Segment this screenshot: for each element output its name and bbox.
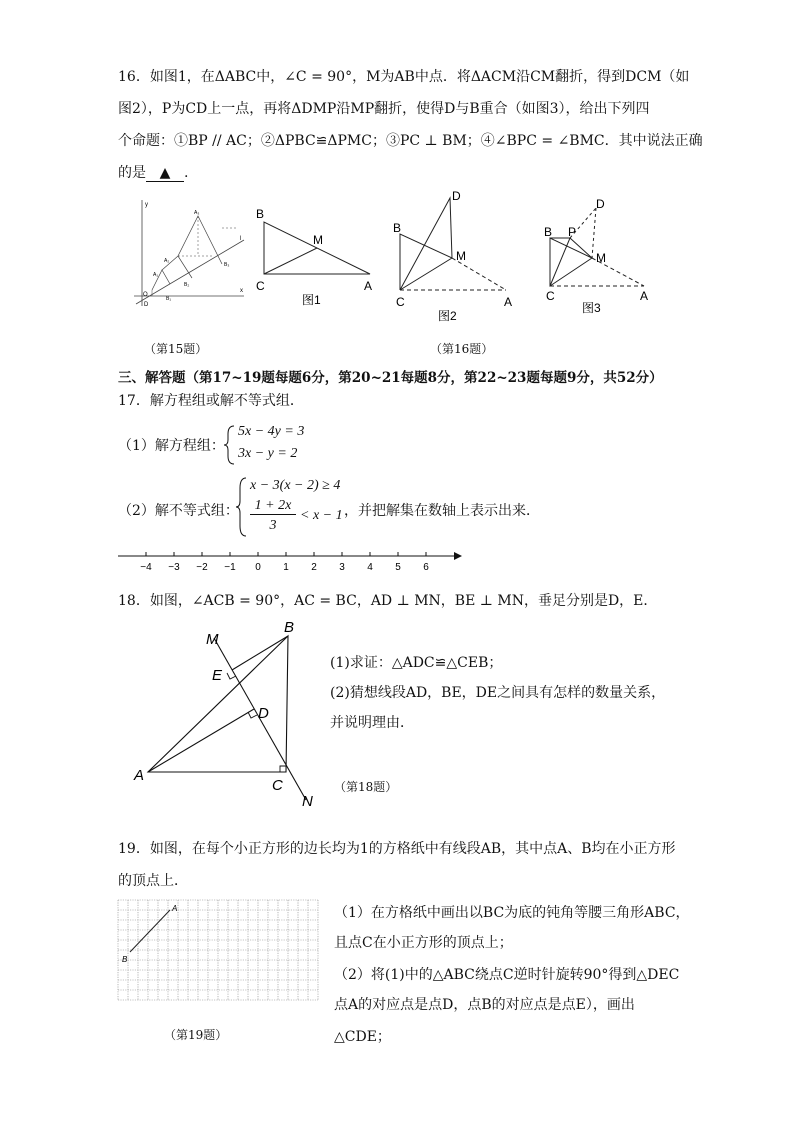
number-line-tick-label: −2 [196, 562, 208, 572]
fig16-1-label-a: A [364, 279, 373, 293]
fig15-label-b3: B₃ [224, 262, 230, 268]
fig16-3-label-p: P [568, 225, 577, 239]
q17-part2-ineq1: x − 3(x − 2) ≥ 4 [250, 478, 341, 493]
fig18-label-c: C [272, 777, 283, 794]
fig18-right-angle-d [248, 712, 257, 718]
q16-line3: 个命题：①BP // AC；②ΔPBC≌ΔPMC；③PC ⊥ BM；④∠BPC = ∠BMC．其中说法正确 [118, 133, 703, 149]
q19-part1b: 且点C在小正方形的顶点上； [334, 935, 513, 951]
number-line-tick-label: −4 [140, 562, 152, 572]
q17-part2-frac-num: 1 + 2x [250, 498, 296, 515]
q17-part2-label: （2）解不等式组： [118, 503, 239, 519]
fig18-label-b: B [284, 619, 295, 636]
q19-part2a: （2）将(1)中的△ABC绕点C逆时针旋转90°得到△DEC [334, 967, 680, 983]
fig15-label-a2: A₂ [164, 258, 170, 264]
fig18-right-angle-c [280, 766, 286, 772]
fig16-2-label-d: D [452, 189, 461, 203]
fig18-be [232, 636, 288, 670]
fig18-label-e: E [212, 667, 223, 684]
q17-part1-label: （1）解方程组： [118, 438, 225, 454]
fig16-3-label-b: B [544, 225, 553, 239]
number-line-tick-label: 0 [255, 562, 261, 572]
fig16-1-name: 图1 [302, 293, 321, 307]
fig18-label-a: A [134, 767, 145, 784]
q16-line4-text: 的是 [118, 165, 146, 181]
q17-title: 17．解方程组或解不等式组． [118, 393, 304, 409]
fig15-label-b2: B₂ [184, 282, 190, 288]
fig16-2-label-a: A [504, 295, 513, 309]
fig16-2-cm [400, 258, 452, 290]
fig16-1-cm [264, 248, 317, 274]
q16-line2: 图2），P为CD上一点，再将ΔDMP沿MP翻折，使得D与B重合（如图3），给出下列四 [118, 101, 650, 117]
fig16-3-label-d: D [596, 197, 605, 211]
figure-15 [132, 196, 248, 314]
number-line-tick-label: −1 [224, 562, 236, 572]
fig16-3-label-m: M [596, 251, 606, 265]
fig19-segment-ab [130, 910, 170, 952]
q18-part2b: 并说明理由． [330, 715, 414, 731]
fig16-caption: （第16题） [430, 342, 494, 356]
number-line-tick-label: 5 [395, 562, 401, 572]
fig16-1-label-c: C [256, 279, 265, 293]
q19-caption: （第19题） [164, 1028, 228, 1042]
fig19-label-b: B [122, 955, 128, 964]
fig16-3-label-a: A [640, 289, 649, 303]
q17-part2-tail: ，并把解集在数轴上表示出来． [344, 503, 540, 519]
q17-part1-brace [222, 424, 236, 466]
fig18-triangle-abc [148, 636, 288, 772]
figure-16-3 [540, 196, 660, 318]
fig16-2-label-c: C [396, 295, 405, 309]
fig19-label-a: A [172, 904, 178, 913]
number-line-tick-label: 4 [367, 562, 373, 572]
q18-caption: （第18题） [334, 780, 398, 794]
fig16-1-label-m: M [313, 233, 323, 247]
q16-line1: 16．如图1，在ΔABC中，∠C = 90°，M为AB中点．将ΔACM沿CM翻折，得到DCM（如 [118, 69, 690, 85]
q17-part2-frac-den: 3 [269, 518, 277, 533]
fig16-2-label-m: M [456, 249, 466, 263]
fig15-label-x: x [240, 288, 243, 294]
q17-part1-eq1: 5x − 4y = 3 [238, 424, 305, 439]
q19-line2: 的顶点上． [118, 873, 188, 889]
q17-part2-rhs: < x − 1 [300, 508, 343, 523]
q18-part2: (2)猜想线段AD，BE，DE之间具有怎样的数量关系， [330, 685, 666, 701]
figure-19-grid [116, 898, 320, 1008]
number-line-arrow [454, 552, 462, 560]
q17-part1-eq2: 3x − y = 2 [238, 446, 298, 461]
fig16-3-label-c: C [546, 289, 555, 303]
number-line-tick-label: 3 [339, 562, 345, 572]
fig18-ad [148, 709, 254, 772]
figure-16-2 [390, 186, 518, 322]
fig15-label-b1: B₁ [166, 296, 172, 302]
q16-line4 [118, 162, 188, 182]
number-line [116, 546, 466, 572]
fig16-2-label-b: B [393, 221, 402, 235]
figure-18 [126, 618, 326, 812]
fig15-label-a3: A₃ [194, 210, 200, 216]
fig15-label-o: O [143, 292, 148, 298]
fig16-1-label-b: B [256, 207, 265, 221]
fig15-caption: （第15题） [144, 342, 208, 356]
fig16-3-name: 图3 [582, 301, 601, 315]
section-3-heading: 三、解答题（第17~19题每题6分，第20~21每题8分，第22~23题每题9分，共52分） [118, 370, 663, 386]
fig16-2-shape [400, 198, 452, 290]
number-line-tick-label: −3 [168, 562, 180, 572]
figure-16-1 [252, 200, 382, 312]
fig18-label-m: M [206, 631, 219, 648]
q18-title: 18．如图，∠ACB = 90°，AC = BC，AD ⊥ MN，BE ⊥ MN，垂足分别是D，E． [118, 593, 658, 609]
q16-line4-end: . [184, 165, 189, 181]
number-line-tick-label: 6 [423, 562, 429, 572]
fig15-label-y: y [145, 202, 148, 208]
q19-line1: 19．如图，在每个小正方形的边长均为1的方格纸中有线段AB，其中点A、B均在小正方形 [118, 841, 676, 857]
fig16-2-name: 图2 [438, 309, 457, 322]
fig16-3-pm [570, 238, 592, 258]
number-line-tick-label: 2 [311, 562, 317, 572]
q18-part1: (1)求证：△ADC≌△CEB； [330, 655, 503, 671]
answer-blank: ▲ [146, 165, 184, 182]
fig18-label-n: N [302, 793, 313, 810]
q19-part1a: （1）在方格纸中画出以BC为底的钝角等腰三角形ABC， [334, 905, 690, 921]
q19-part2c: △CDE； [334, 1029, 391, 1045]
fig18-label-d: D [258, 705, 269, 722]
q19-part2b: 点A的对应点是点D，点B的对应点是点E），画出 [334, 997, 635, 1013]
fig16-3-triangle [550, 238, 592, 286]
fig15-label-l: l [240, 236, 242, 242]
fig15-label-d: D [144, 302, 149, 308]
fig15-label-a1: A₁ [153, 272, 159, 278]
number-line-tick-label: 1 [283, 562, 289, 572]
q17-part2-brace [234, 476, 248, 538]
